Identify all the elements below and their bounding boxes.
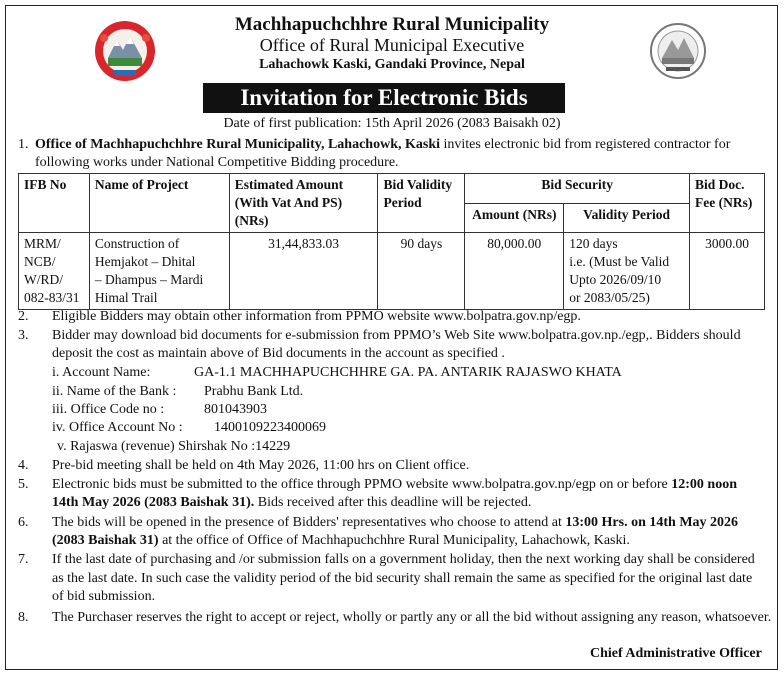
- cell-line: W/RD/: [24, 272, 63, 287]
- cell-validity: 90 days: [378, 233, 465, 310]
- item-number: 2.: [18, 309, 29, 324]
- item-7-line3: of bid submission.: [52, 589, 156, 604]
- cell-line: – Dhampus – Mardi: [94, 272, 204, 287]
- notice-banner: Invitation for Electronic Bids: [203, 83, 565, 113]
- cell-line: NCB/: [24, 254, 56, 269]
- item-5-line1-text: Electronic bids must be submitted to the office through PPMO website www.bolpatra.gov.np/egp on or before: [52, 477, 672, 492]
- office-code-value: 801043903: [204, 402, 267, 417]
- office-account-value: 1400109223400069: [214, 420, 326, 435]
- item-7-line1: If the last date of purchasing and /or submission falls on a government holiday, then the next working day shall be considered: [52, 552, 755, 567]
- item-1-rest: invites electronic bid from registered contractor for: [440, 137, 731, 152]
- item-5-line2: [52, 494, 531, 512]
- item-1-line2: following works under National Competitive Bidding procedure.: [35, 155, 399, 170]
- bank-name-label: ii. Name of the Bank :: [52, 384, 177, 399]
- cell-line: Construction of: [94, 236, 180, 251]
- item-7-line2: as the last date. In such case the validity period of the bid security shall remain the same as specified for the original last date: [52, 571, 753, 586]
- cell-line: Hemjakot – Dhital: [94, 254, 196, 269]
- col-header-project: Name of Project: [89, 174, 229, 233]
- col-header-estimate-l2: (With Vat And PS) (NRs): [234, 195, 343, 228]
- cell-line: 082-83/31: [24, 290, 80, 305]
- office-subtitle: Office of Rural Municipal Executive: [259, 35, 525, 55]
- col-header-security: Bid Security: [465, 174, 690, 204]
- col-header-validity-period: Validity Period: [564, 203, 690, 233]
- item-number: 1.: [18, 137, 29, 152]
- item-5-line1: [52, 476, 737, 494]
- account-name-value: GA-1.1 MACHHAPUCHCHHRE GA. PA. ANTARIK RAJASWO KHATA: [194, 365, 622, 380]
- cell-line: 120 days: [569, 236, 618, 251]
- item-1-office: Office of Machhapuchchhre Rural Municipality, Lahachowk, Kaski: [35, 137, 440, 152]
- item-4-text: Pre-bid meeting shall be held on 4th May 2026, 11:00 hrs on Client office.: [52, 458, 470, 473]
- cell-ifb: [19, 233, 90, 310]
- item-6-line1-text: The bids will be opened in the presence of Bidders' representatives who choose to attend at: [52, 515, 566, 530]
- cell-line: i.e. (Must be Valid: [569, 254, 670, 269]
- rajaswa-shirshak: v. Rajaswa (revenue) Shirshak No :14229: [57, 439, 291, 454]
- item-8-text: The Purchaser reserves the right to accept or reject, wholly or partly any or all the bid without assigning any reason, whatsoever.: [52, 610, 772, 625]
- item-1-text: [35, 136, 775, 154]
- municipality-title: Machhapuchchhre Rural Municipality: [234, 14, 550, 35]
- office-address: Lahachowk Kaski, Gandaki Province, Nepal: [259, 57, 525, 72]
- item-5-line2-text: Bids received after this deadline will be rejected.: [254, 495, 532, 510]
- item-5-deadline-date: 14th May 2026 (2083 Baishak 31).: [52, 495, 255, 510]
- item-number: 4.: [18, 458, 29, 473]
- item-6-line2-text: at the office of Office of Machhapuchchhre Rural Municipality, Lahachowk, Kaski.: [158, 533, 630, 548]
- office-account-label: iv. Office Account No :: [52, 420, 183, 435]
- item-number: 3.: [18, 328, 29, 343]
- item-3-line2: deposit the cost as maintain above of Bid documents in the account as specified .: [52, 346, 505, 361]
- table-row: [19, 233, 765, 310]
- cell-amount: 80,000.00: [465, 233, 564, 310]
- col-header-estimate: [229, 174, 378, 233]
- item-number: 5.: [18, 477, 29, 492]
- col-header-ifb: IFB No: [19, 174, 90, 233]
- item-number: 7.: [18, 552, 29, 567]
- col-header-estimate-l1: Estimated Amount: [234, 177, 344, 192]
- col-header-fee-l1: Bid Doc.: [695, 177, 745, 192]
- item-6-line2: [52, 532, 630, 550]
- account-name-label: i. Account Name:: [52, 365, 151, 380]
- item-6-opening-date: (2083 Baishak 31): [52, 533, 159, 548]
- item-number: 8.: [18, 610, 29, 625]
- item-2-text: Eligible Bidders may obtain other information from PPMO website www.bolpatra.gov.np/egp.: [52, 309, 581, 324]
- item-6-opening-time: 13:00 Hrs. on 14th May 2026: [565, 515, 739, 530]
- col-header-validity: [378, 174, 465, 233]
- item-6-line1: [52, 514, 738, 532]
- item-5-deadline-time: 12:00 noon: [671, 477, 737, 492]
- item-number: 6.: [18, 515, 29, 530]
- cell-fee: 3000.00: [690, 233, 765, 310]
- cell-validity-period: [564, 233, 690, 310]
- col-header-validity-l2: Period: [383, 195, 422, 210]
- signatory-title: Chief Administrative Officer: [590, 646, 762, 661]
- item-3-line1: Bidder may download bid documents for e-submission from PPMO’s Web Site www.bolpatra.gov.np./egp,. Bidders should: [52, 328, 741, 343]
- col-header-validity-l1: Bid Validity: [383, 177, 453, 192]
- cell-line: MRM/: [24, 236, 61, 251]
- bank-name-value: Prabhu Bank Ltd.: [204, 384, 304, 399]
- col-header-fee-l2: Fee (NRs): [695, 195, 753, 210]
- col-header-fee: [690, 174, 765, 233]
- cell-line: Upto 2026/09/10: [569, 272, 662, 287]
- cell-estimate: 31,44,833.03: [229, 233, 378, 310]
- cell-line: or 2083/05/25): [569, 290, 650, 305]
- col-header-amount: Amount (NRs): [465, 203, 564, 233]
- bid-table: [18, 173, 765, 310]
- publication-date: Date of first publication: 15th April 2026 (2083 Baisakh 02): [223, 116, 561, 131]
- cell-line: Himal Trail: [94, 290, 158, 305]
- office-code-label: iii. Office Code no :: [52, 402, 165, 417]
- cell-project: [89, 233, 229, 310]
